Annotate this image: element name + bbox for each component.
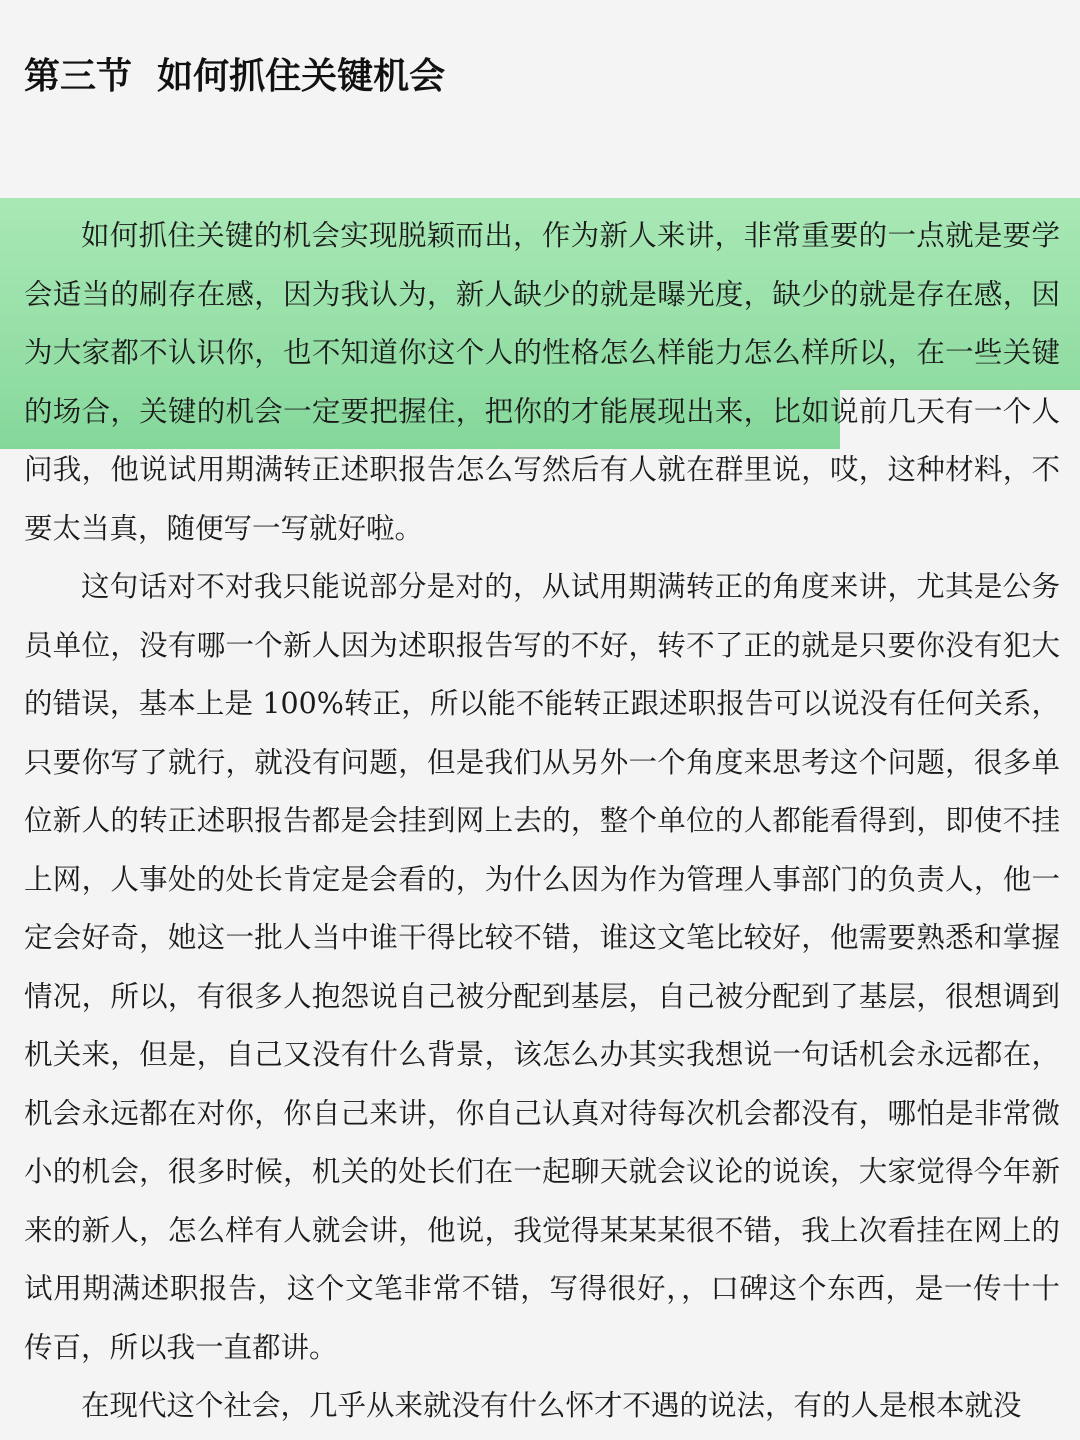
document-body (24, 207, 1060, 1436)
page-title: 第三节 如何抓住关键机会 (24, 56, 446, 97)
paragraph-3: 在现代这个社会，几乎从来就没有什么怀才不遇的说法，有的人是根本就没 (81, 1389, 1022, 1422)
paragraph-2: 这句话对不对我只能说部分是对的，从试用期满转正的角度来讲，尤其是公务员单位，没有哪一个新人因为述职报告写的不好，转不了正的就是只要你没有犯大的错误，基本上是 100%转正，所以能不能转正跟述职报告可以说没有任何关系，只要你写了就行，就没有问题，但是我们从另外一个角度来思考这个问题，很多单位新人的转正述职报告都是会挂到网上去的，整个单位的人都能看得到，即使不挂上网，人事处的处长肯定是会看的，为什么因为作为管理人事部门的负责人，他一定会好奇，她这一批人当中谁干得比较不错，谁这文笔比较好，他需要熟悉和掌握情况，所以，有很多人抱怨说自己被分配到基层，自己被分配到了基层，很想调到机关来，但是，自己又没有什么背景，该怎么办其实我想说一句话机会永远都在，机会永远都在对你，你自己来讲，你自己认真对待每次机会都没有，哪怕是非常微小的机会，很多时候，机关的处长们在一起聊天就会议论的说诶，大家觉得今年新来的新人，怎么样有人就会讲，他说，我觉得某某某很不错，我上次看挂在网上的试用期满述职报告，这个文笔非常不错，写得很好，，口碑这个东西，是一传十十传百，所以我一直都讲。 (24, 570, 1060, 1364)
paragraph-1: 如何抓住关键的机会实现脱颖而出，作为新人来讲，非常重要的一点就是要学会适当的刷存在感，因为我认为，新人缺少的就是曝光度，缺少的就是存在感，因为大家都不认识你，也不知道你这个人的性格怎么样能力怎么样所以，在一些关键的场合，关键的机会一定要把握住，把你的才能展现出来，比如说前几天有一个人问我，他说试用期满转正述职报告怎么写然后有人就在群里说，哎，这种材料，不要太当真，随便写一写就好啦。 (24, 219, 1060, 545)
